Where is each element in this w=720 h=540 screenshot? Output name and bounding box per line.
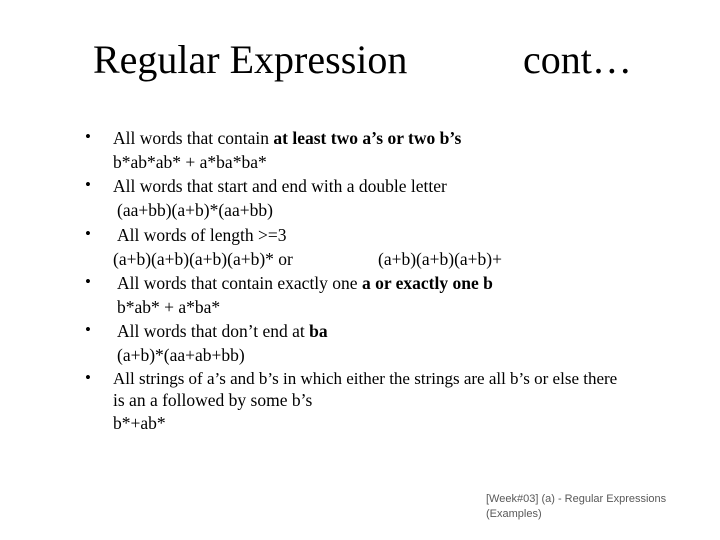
item-2-expression: (aa+bb)(a+b)*(aa+bb)	[117, 200, 273, 220]
item-6-expression: b*+ab*	[113, 413, 166, 433]
item-5-expression: (a+b)*(aa+ab+bb)	[117, 345, 245, 365]
item-2-text: All words that start and end with a double letter	[113, 176, 447, 196]
footer-line-1: [Week#03] (a) - Regular Expressions	[486, 493, 667, 505]
bullet-5: •	[85, 320, 91, 339]
footer-line-2: (Examples)	[486, 508, 542, 520]
item-4-plain: All words that contain exactly one	[117, 273, 362, 293]
item-4-text	[117, 272, 493, 294]
item-3-expression-a: (a+b)(a+b)(a+b)(a+b)* or	[113, 249, 293, 269]
slide-title: Regular Expression	[93, 37, 408, 82]
item-6-text-line1: All strings of a’s and b’s in which either the strings are all b’s or else there	[113, 369, 618, 388]
slide-footer	[486, 492, 706, 522]
item-5-bold: ba	[309, 321, 328, 341]
bullet-3: •	[85, 224, 91, 243]
item-5-plain: All words that don’t end at	[117, 321, 310, 341]
item-6-text-line2: is an a followed by some b’s	[113, 390, 313, 410]
bullet-6: •	[85, 368, 91, 387]
bullet-2: •	[85, 175, 91, 194]
item-4-bold: a or exactly one b	[361, 273, 493, 293]
item-4-expression: b*ab* + a*ba*	[117, 297, 221, 317]
item-1-expression: b*ab*ab* + a*ba*ba*	[113, 152, 267, 172]
item-1-text	[113, 127, 461, 149]
item-1-bold: at least two a’s or two b’s	[273, 128, 462, 148]
bullet-1: •	[85, 127, 91, 146]
item-3-expression-b: (a+b)(a+b)(a+b)+	[378, 249, 502, 269]
slide-title-continued: cont…	[523, 37, 632, 82]
item-5-text	[117, 320, 328, 342]
item-1-plain: All words that contain	[113, 128, 274, 148]
bullet-4: •	[85, 272, 91, 291]
item-3-text: All words of length >=3	[117, 225, 287, 245]
